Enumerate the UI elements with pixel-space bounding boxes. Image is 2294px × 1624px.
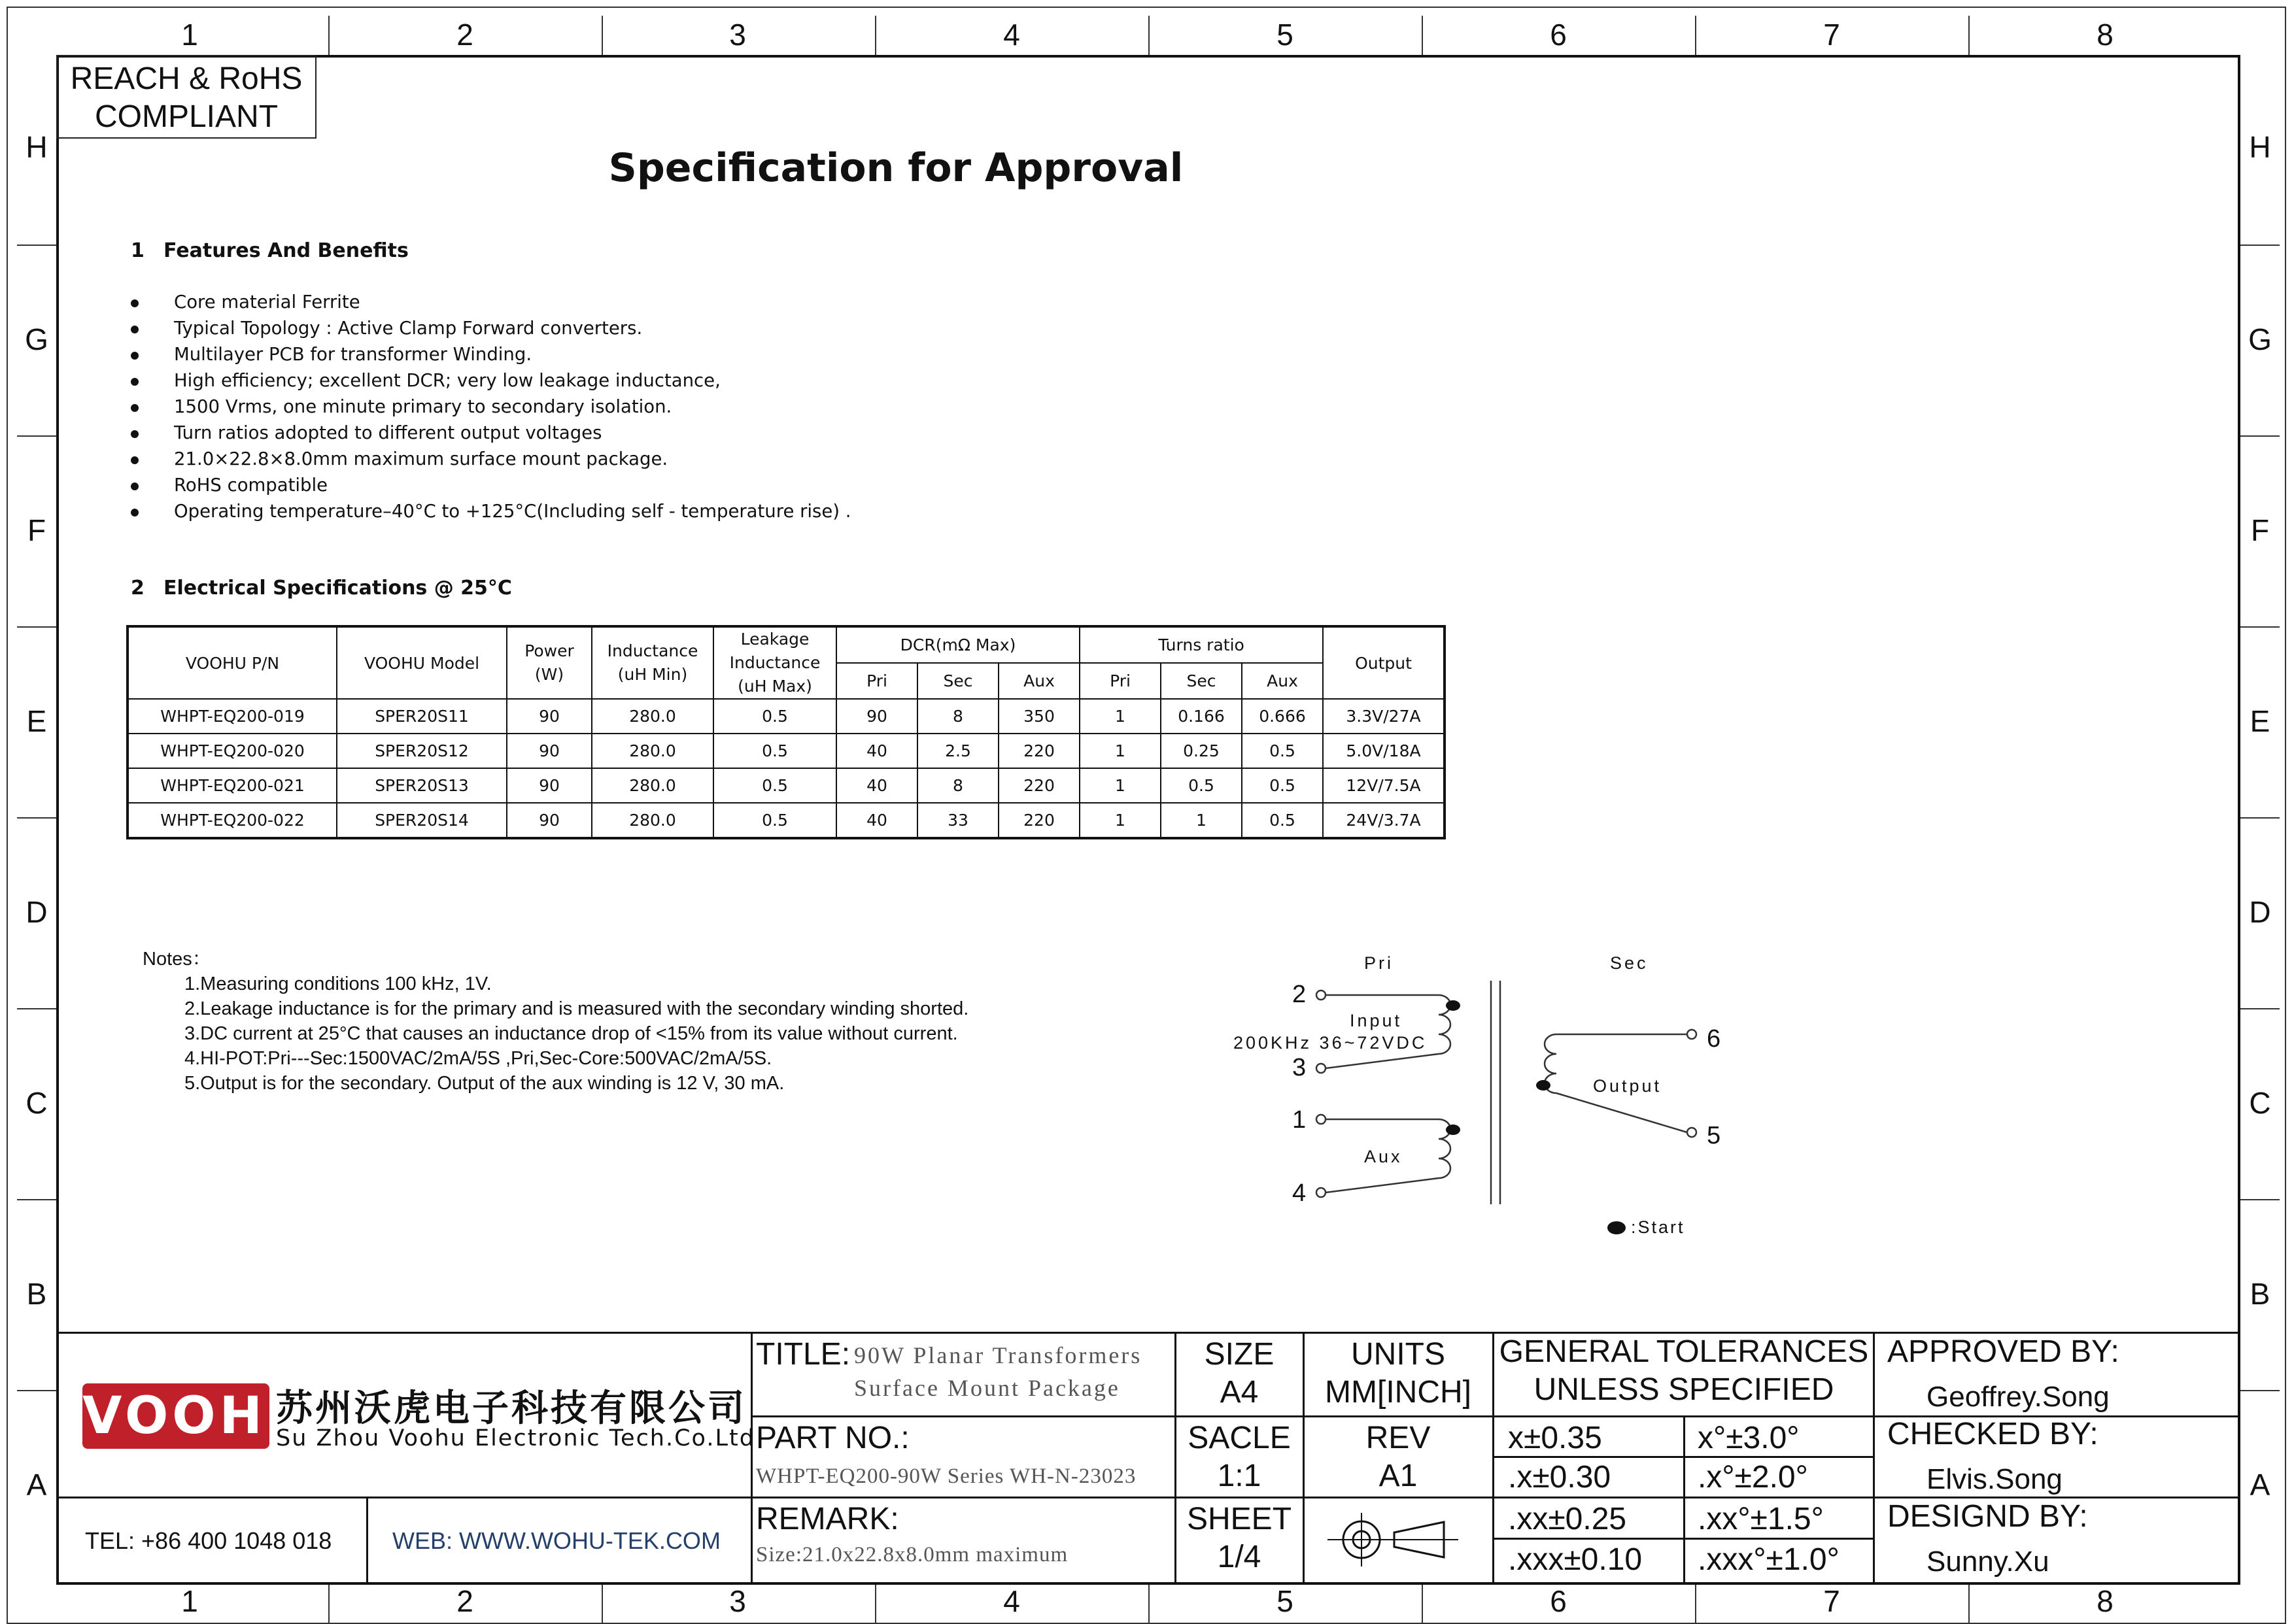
table-body — [128, 699, 1445, 838]
rev-label: REV — [1365, 1421, 1431, 1455]
tolerance-angular-1: x°±3.0° — [1698, 1421, 1800, 1455]
designed-value: Sunny.Xu — [1926, 1546, 2049, 1578]
zone-col-5: 5 — [1276, 18, 1293, 52]
bullet-icon — [131, 378, 139, 386]
compliance-badge — [56, 55, 317, 139]
schematic-label-start: :Start — [1631, 1217, 1685, 1237]
electrical-heading-text: Electrical Specifications @ 25°C — [163, 577, 512, 600]
title-value-line-1: 90W Planar Transformers — [854, 1342, 1142, 1368]
title-label: TITLE: — [756, 1337, 851, 1372]
cell-model: SPER20S11 — [337, 699, 507, 734]
cell-leakage: 0.5 — [713, 734, 836, 768]
zone-row-c-right: C — [2249, 1086, 2271, 1120]
table-row — [128, 768, 1445, 803]
pin-2-label: 2 — [1292, 981, 1307, 1008]
cell-power: 90 — [507, 734, 592, 768]
feature-item — [128, 446, 851, 472]
tolerance-heading-line-2: UNLESS SPECIFIED — [1533, 1372, 1834, 1407]
cell-dcr-sec: 33 — [917, 803, 999, 838]
tolerance-angular-3: .xx°±1.5° — [1698, 1502, 1824, 1536]
header-inductance-unit: (uH Min) — [617, 665, 688, 684]
zone-row-f-right: F — [2250, 513, 2270, 547]
zone-col-1: 1 — [181, 18, 198, 52]
rev-value: A1 — [1378, 1459, 1418, 1493]
cell-leakage: 0.5 — [713, 768, 836, 803]
bullet-icon — [131, 430, 139, 438]
cell-pn: WHPT-EQ200-019 — [128, 699, 337, 734]
projection-symbol-icon — [1321, 1510, 1471, 1569]
tolerance-angular-2: .x°±2.0° — [1698, 1460, 1808, 1495]
zone-col-7: 7 — [1823, 18, 1840, 52]
cell-pn: WHPT-EQ200-022 — [128, 803, 337, 838]
cell-dcr-aux: 220 — [999, 768, 1080, 803]
cell-power: 90 — [507, 803, 592, 838]
header-pn: VOOHU P/N — [128, 626, 337, 699]
notes-heading: Notes： — [143, 949, 211, 970]
table-row — [128, 803, 1445, 838]
note-item: 2.Leakage inductance is for the primary and is measured with the secondary winding shorted. — [184, 998, 969, 1019]
remark-value: Size:21.0x22.8x8.0mm maximum — [756, 1543, 1069, 1566]
bullet-icon — [131, 404, 139, 412]
units-label: UNITS — [1351, 1337, 1445, 1372]
units-value: MM[INCH] — [1325, 1375, 1471, 1410]
zone-row-c: C — [26, 1086, 48, 1120]
feature-text: Multilayer PCB for transformer Winding. — [174, 344, 532, 365]
cell-pn: WHPT-EQ200-021 — [128, 768, 337, 803]
zone-row-g: G — [25, 322, 48, 356]
cell-pn: WHPT-EQ200-020 — [128, 734, 337, 768]
feature-text: Turn ratios adopted to different output voltages — [174, 422, 602, 443]
cell-output: 3.3V/27A — [1323, 699, 1445, 734]
cell-leakage: 0.5 — [713, 699, 836, 734]
part-no-value: WHPT-EQ200-90W Series WH-N-23023 — [756, 1464, 1137, 1488]
zone-col-6-bottom: 6 — [1550, 1584, 1567, 1618]
table-row — [128, 699, 1445, 734]
header-model: VOOHU Model — [337, 626, 507, 699]
zone-row-b: B — [26, 1277, 47, 1311]
company-name-cn: 苏州沃虎电子科技有限公司 — [276, 1387, 747, 1430]
feature-text: Core material Ferrite — [174, 292, 360, 313]
electrical-spec-table — [126, 625, 1446, 839]
pin-4-label: 4 — [1292, 1179, 1307, 1207]
features-heading-number: 1 — [131, 239, 145, 262]
cell-dcr-sec: 8 — [917, 768, 999, 803]
zone-row-g-right: G — [2248, 322, 2272, 356]
features-heading — [131, 239, 409, 262]
cell-power: 90 — [507, 768, 592, 803]
pin-3-label: 3 — [1292, 1054, 1307, 1081]
feature-text: RoHS compatible — [174, 475, 328, 496]
pin-1-label: 1 — [1292, 1106, 1307, 1134]
cell-output: 24V/3.7A — [1323, 803, 1445, 838]
header-power — [507, 626, 592, 699]
feature-item — [128, 289, 851, 315]
subheader-dcr-sec: Sec — [917, 663, 999, 699]
approved-label: APPROVED BY: — [1887, 1334, 2119, 1369]
zone-row-a: A — [26, 1468, 47, 1502]
cell-dcr-pri: 40 — [836, 734, 917, 768]
header-leakage-unit: (uH Max) — [738, 677, 812, 696]
scale-label: SACLE — [1188, 1421, 1291, 1455]
cell-dcr-aux: 220 — [999, 803, 1080, 838]
zone-row-f: F — [27, 513, 46, 547]
cell-output: 12V/7.5A — [1323, 768, 1445, 803]
company-name-en: Su Zhou Voohu Electronic Tech.Co.Ltd — [276, 1425, 755, 1451]
cell-inductance: 280.0 — [592, 803, 713, 838]
zone-col-3: 3 — [729, 18, 746, 52]
feature-item — [128, 420, 851, 446]
cell-turns-aux: 0.666 — [1242, 699, 1323, 734]
zone-row-a-right: A — [2250, 1468, 2270, 1502]
pin-6-label: 6 — [1707, 1025, 1721, 1053]
feature-text: Operating temperature–40°C to +125°C(Including self - temperature rise) . — [174, 501, 851, 522]
features-list — [128, 289, 851, 524]
cell-dcr-pri: 90 — [836, 699, 917, 734]
compliance-line-2: COMPLIANT — [94, 99, 279, 134]
scale-value: 1:1 — [1217, 1459, 1261, 1493]
designed-label: DESIGND BY: — [1887, 1499, 2088, 1534]
feature-text: High efficiency; excellent DCR; very low leakage inductance, — [174, 370, 721, 391]
schematic-label-input: Input — [1350, 1011, 1403, 1030]
cell-model: SPER20S14 — [337, 803, 507, 838]
cell-leakage: 0.5 — [713, 803, 836, 838]
cell-turns-sec: 0.166 — [1161, 699, 1242, 734]
zone-col-8: 8 — [2097, 18, 2114, 52]
zone-col-2-bottom: 2 — [456, 1584, 473, 1618]
title-value-line-2: Surface Mount Package — [854, 1375, 1120, 1401]
cell-turns-pri: 1 — [1080, 699, 1161, 734]
cell-turns-aux: 0.5 — [1242, 768, 1323, 803]
zone-row-h: H — [26, 130, 48, 164]
header-output: Output — [1323, 626, 1445, 699]
feature-item — [128, 498, 851, 524]
note-item: 1.Measuring conditions 100 kHz, 1V. — [184, 973, 492, 994]
notes — [143, 947, 968, 1096]
cell-turns-aux: 0.5 — [1242, 803, 1323, 838]
schematic-label-sec: Sec — [1610, 953, 1649, 973]
checked-value: Elvis.Song — [1926, 1463, 2063, 1495]
zone-row-b-right: B — [2250, 1277, 2270, 1311]
company-logo: VOOHU — [82, 1383, 269, 1449]
header-leakage-line-1: Leakage — [740, 630, 810, 649]
cell-turns-aux: 0.5 — [1242, 734, 1323, 768]
header-power-line: Power — [524, 641, 574, 660]
zone-row-d: D — [26, 895, 48, 929]
zone-row-e: E — [26, 704, 47, 738]
note-item: 4.HI-POT:Pri---Sec:1500VAC/2mA/5S ,Pri,Sec-Core:500VAC/2mA/5S. — [184, 1048, 772, 1069]
features-heading-text: Features And Benefits — [163, 239, 409, 262]
schematic-label-aux: Aux — [1364, 1147, 1403, 1166]
zone-col-2: 2 — [456, 18, 473, 52]
cell-dcr-aux: 220 — [999, 734, 1080, 768]
tolerance-heading-line-1: GENERAL TOLERANCES — [1499, 1334, 1869, 1369]
header-inductance-line: Inductance — [607, 641, 698, 660]
bullet-icon — [131, 482, 139, 490]
bullet-icon — [131, 509, 139, 516]
zone-col-1-bottom: 1 — [181, 1584, 198, 1618]
feature-text: 1500 Vrms, one minute primary to secondary isolation. — [174, 396, 672, 417]
cell-turns-pri: 1 — [1080, 803, 1161, 838]
electrical-heading-number: 2 — [131, 577, 145, 600]
cell-turns-sec: 1 — [1161, 803, 1242, 838]
note-item: 5.Output is for the secondary. Output of the aux winding is 12 V, 30 mA. — [184, 1073, 785, 1094]
header-turns: Turns ratio — [1080, 626, 1323, 663]
feature-text: 21.0×22.8×8.0mm maximum surface mount package. — [174, 448, 668, 469]
cell-dcr-aux: 350 — [999, 699, 1080, 734]
cell-turns-pri: 1 — [1080, 768, 1161, 803]
electrical-heading — [131, 577, 512, 600]
feature-text: Typical Topology : Active Clamp Forward converters. — [174, 318, 643, 339]
cell-output: 5.0V/18A — [1323, 734, 1445, 768]
company-web[interactable]: WEB: WWW.WOHU-TEK.COM — [392, 1527, 721, 1554]
cell-turns-sec: 0.5 — [1161, 768, 1242, 803]
header-leakage — [713, 626, 836, 699]
bullet-icon — [131, 326, 139, 333]
sheet-value: 1/4 — [1217, 1540, 1261, 1574]
header-dcr: DCR(mΩ Max) — [836, 626, 1080, 663]
schematic-label-input-spec: 200KHz 36~72VDC — [1233, 1033, 1428, 1053]
table-header-row — [128, 626, 1445, 663]
bullet-icon — [131, 352, 139, 360]
feature-item — [128, 472, 851, 498]
schematic-label-output: Output — [1593, 1076, 1662, 1096]
tolerance-linear-4: .xxx±0.10 — [1508, 1542, 1643, 1577]
subheader-turns-sec: Sec — [1161, 663, 1242, 699]
document-title: Specification for Approval — [608, 145, 1184, 191]
subheader-turns-pri: Pri — [1080, 663, 1161, 699]
zone-col-7-bottom: 7 — [1823, 1584, 1840, 1618]
table-row — [128, 734, 1445, 768]
approved-value: Geoffrey.Song — [1926, 1381, 2110, 1413]
cell-inductance: 280.0 — [592, 699, 713, 734]
zone-row-d-right: D — [2249, 895, 2271, 929]
feature-item — [128, 341, 851, 367]
cell-dcr-sec: 8 — [917, 699, 999, 734]
pin-5-label: 5 — [1707, 1122, 1721, 1149]
tolerance-linear-3: .xx±0.25 — [1508, 1502, 1627, 1536]
start-dot-icon — [1607, 1221, 1626, 1234]
note-item: 3.DC current at 25°C that causes an inductance drop of <15% from its value without current. — [184, 1023, 958, 1044]
tolerance-angular-4: .xxx°±1.0° — [1698, 1542, 1840, 1577]
zone-row-e-right: E — [2250, 704, 2270, 738]
schematic-drawing — [1282, 961, 1726, 1249]
zone-row-h-right: H — [2249, 130, 2271, 164]
subheader-dcr-aux: Aux — [999, 663, 1080, 699]
subheader-dcr-pri: Pri — [836, 663, 917, 699]
zone-col-5-bottom: 5 — [1276, 1584, 1293, 1618]
schematic-label-pri: Pri — [1364, 953, 1394, 973]
zone-col-4-bottom: 4 — [1003, 1584, 1020, 1618]
header-power-unit: (W) — [534, 665, 564, 684]
company-tel: TEL: +86 400 1048 018 — [85, 1527, 332, 1554]
cell-dcr-pri: 40 — [836, 768, 917, 803]
feature-item — [128, 394, 851, 420]
cell-turns-sec: 0.25 — [1161, 734, 1242, 768]
subheader-turns-aux: Aux — [1242, 663, 1323, 699]
cell-dcr-pri: 40 — [836, 803, 917, 838]
compliance-line-1: REACH & RoHS — [70, 61, 303, 96]
zone-col-4: 4 — [1003, 18, 1020, 52]
size-label: SIZE — [1204, 1337, 1275, 1372]
remark-label: REMARK: — [756, 1502, 899, 1536]
sheet-label: SHEET — [1186, 1502, 1292, 1536]
cell-model: SPER20S12 — [337, 734, 507, 768]
zone-col-8-bottom: 8 — [2097, 1584, 2114, 1618]
size-value: A4 — [1220, 1375, 1259, 1410]
cell-inductance: 280.0 — [592, 734, 713, 768]
zone-col-3-bottom: 3 — [729, 1584, 746, 1618]
cell-power: 90 — [507, 699, 592, 734]
part-no-label: PART NO.: — [756, 1421, 910, 1455]
header-inductance — [592, 626, 713, 699]
bullet-icon — [131, 299, 139, 307]
feature-item — [128, 315, 851, 341]
tolerance-linear-1: x±0.35 — [1508, 1421, 1602, 1455]
cell-dcr-sec: 2.5 — [917, 734, 999, 768]
zone-col-6: 6 — [1550, 18, 1567, 52]
tolerance-linear-2: .x±0.30 — [1508, 1460, 1611, 1495]
header-leakage-line-2: Inductance — [729, 653, 821, 672]
cell-inductance: 280.0 — [592, 768, 713, 803]
cell-turns-pri: 1 — [1080, 734, 1161, 768]
cell-model: SPER20S13 — [337, 768, 507, 803]
bullet-icon — [131, 456, 139, 464]
feature-item — [128, 367, 851, 394]
checked-label: CHECKED BY: — [1887, 1417, 2098, 1451]
